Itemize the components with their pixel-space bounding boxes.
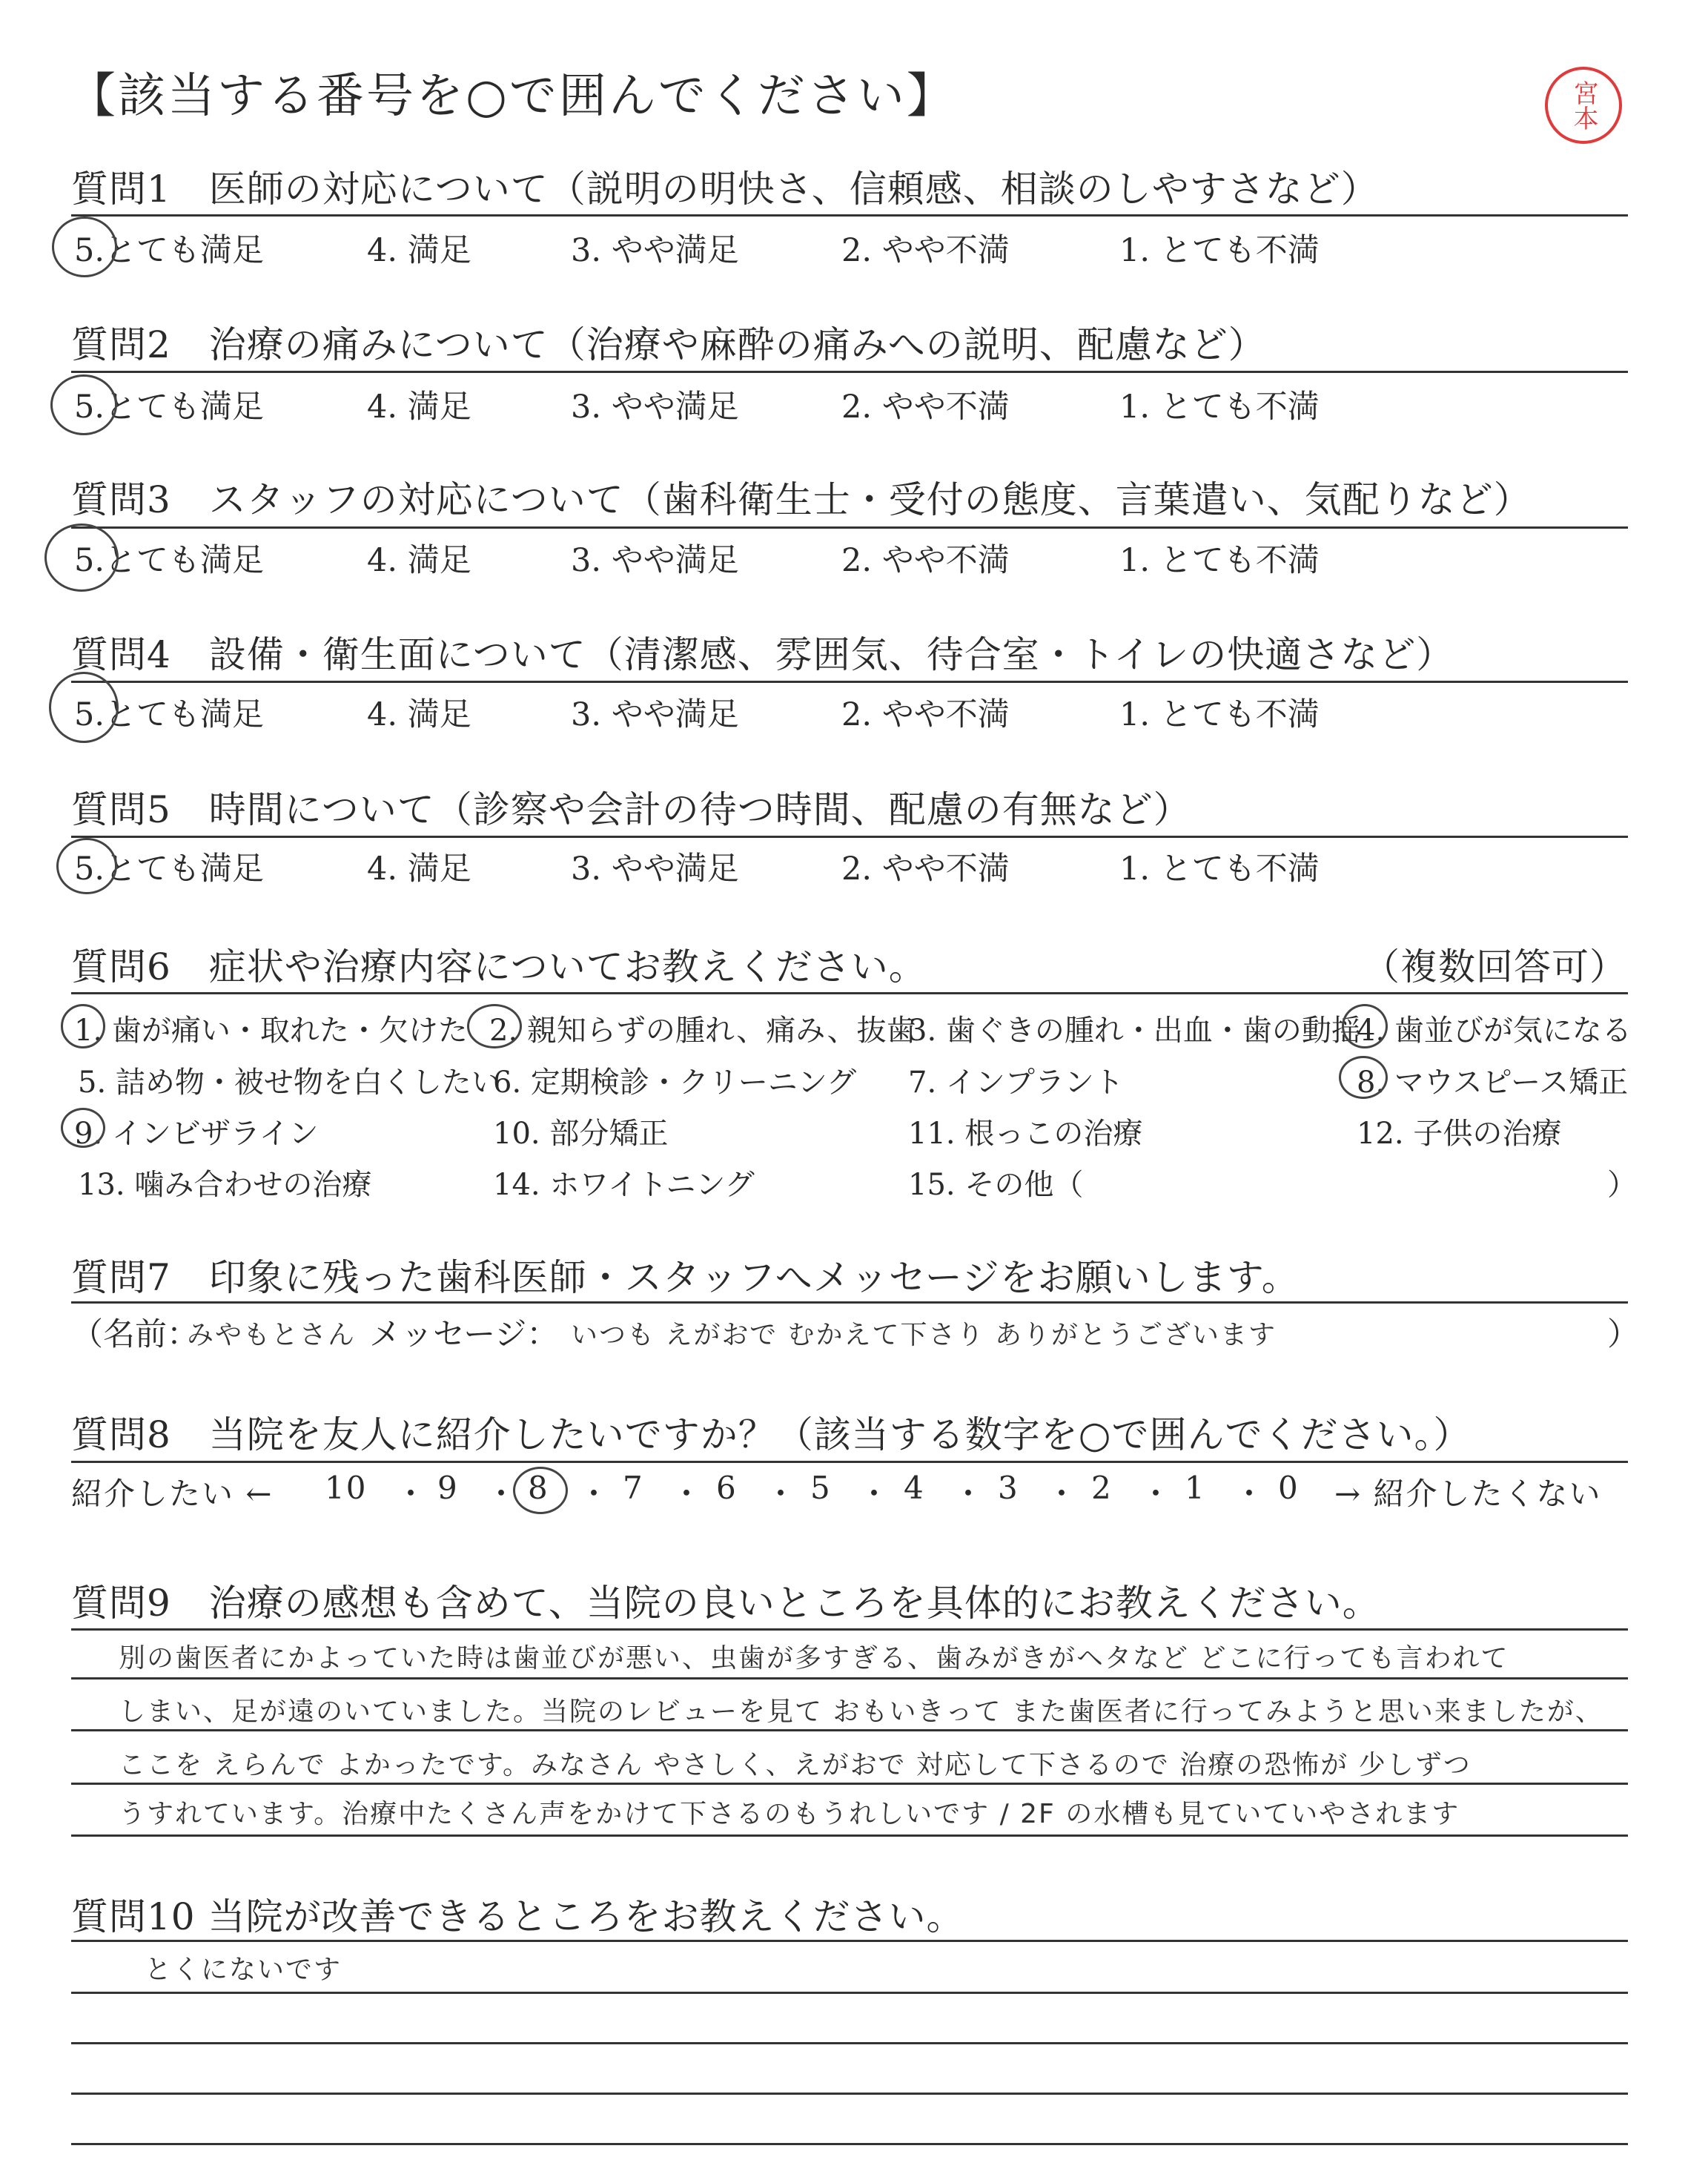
q6-circle-2 bbox=[467, 1004, 522, 1048]
q5-rule bbox=[71, 836, 1628, 838]
q7-rule bbox=[71, 1301, 1628, 1304]
q6-item-7[interactable]: 7. インプラント bbox=[908, 1066, 1124, 1100]
q9-answer-line-2[interactable]: しまい、足が遠のいていました。当院のレビューを見て おもいきって また歯医者に行ってみようと思い来ましたが、 bbox=[119, 1697, 1603, 1727]
q4-option-4[interactable]: 4. 満足 bbox=[367, 696, 471, 733]
q6-item-11[interactable]: 11. 根っこの治療 bbox=[908, 1117, 1143, 1151]
q7-name-label: （名前： bbox=[71, 1316, 199, 1353]
q8-title: 質問8 当院を友人に紹介したいですか？（該当する数字を○で囲んでください。） bbox=[71, 1413, 1472, 1456]
q2-title: 質問2 治療の痛みについて（治療や麻酔の痛みへの説明、配慮など） bbox=[71, 323, 1266, 366]
q8-scale-4[interactable]: 4 bbox=[904, 1470, 925, 1506]
q9-rule-3 bbox=[71, 1783, 1628, 1785]
q6-item-6[interactable]: 6. 定期検診・クリーニング bbox=[493, 1066, 857, 1100]
q5-option-1[interactable]: 1. とても不満 bbox=[1119, 851, 1320, 888]
q4-option-5[interactable]: 5.とても満足 bbox=[74, 696, 265, 733]
q10-rule-4 bbox=[71, 2143, 1628, 2145]
q7-name-value[interactable]: みやもとさん bbox=[187, 1320, 357, 1350]
q10-rule-1 bbox=[71, 1992, 1628, 1994]
q1-option-1[interactable]: 1. とても不満 bbox=[1119, 232, 1320, 269]
q8-rule bbox=[71, 1461, 1628, 1463]
q8-scale-9[interactable]: 9 bbox=[437, 1470, 459, 1506]
q4-answer-circle bbox=[49, 672, 119, 743]
q3-option-2[interactable]: 2. やや不満 bbox=[841, 542, 1010, 579]
q7-title: 質問7 印象に残った歯科医師・スタッフへメッセージをお願いします。 bbox=[71, 1256, 1300, 1299]
q8-scale-dot: ・ bbox=[671, 1476, 704, 1512]
q8-scale-dot: ・ bbox=[953, 1476, 986, 1512]
q6-item-8[interactable]: 8. マウスピース矯正 bbox=[1357, 1066, 1629, 1100]
q3-title: 質問3 スタッフの対応について（歯科衛生士・受付の態度、言葉遣い、気配りなど） bbox=[71, 478, 1532, 521]
q5-option-5[interactable]: 5.とても満足 bbox=[74, 851, 265, 888]
q10-title: 質問10 当院が改善できるところをお教えください。 bbox=[71, 1895, 964, 1938]
q5-title: 質問5 時間について（診察や会計の待つ時間、配慮の有無など） bbox=[71, 788, 1191, 831]
q8-scale-dot: ・ bbox=[1046, 1476, 1079, 1512]
q3-option-4[interactable]: 4. 満足 bbox=[367, 542, 471, 579]
q8-scale-0[interactable]: 0 bbox=[1278, 1470, 1300, 1506]
q8-scale-5[interactable]: 5 bbox=[810, 1470, 832, 1506]
q8-scale-dot: ・ bbox=[578, 1476, 612, 1512]
q6-item-4[interactable]: 4. 歯並びが気になる bbox=[1357, 1014, 1632, 1048]
q6-item-14[interactable]: 14. ホワイトニング bbox=[493, 1168, 755, 1202]
q10-rule-0 bbox=[71, 1940, 1628, 1942]
q3-rule bbox=[71, 526, 1628, 529]
q6-circle-9 bbox=[61, 1108, 105, 1148]
q8-scale-dot: ・ bbox=[395, 1476, 428, 1512]
q2-rule bbox=[71, 371, 1628, 373]
q9-rule-1 bbox=[71, 1677, 1628, 1680]
q9-rule-4 bbox=[71, 1834, 1628, 1837]
q8-scale-dot: ・ bbox=[1140, 1476, 1174, 1512]
q6-item-3[interactable]: 3. 歯ぐきの腫れ・出血・歯の動揺 bbox=[908, 1014, 1361, 1048]
q6-item-15[interactable]: 15. その他（ bbox=[908, 1168, 1084, 1202]
q8-scale-8[interactable]: 8 bbox=[528, 1470, 549, 1506]
q6-circle-4 bbox=[1342, 1004, 1388, 1048]
q3-option-3[interactable]: 3. やや満足 bbox=[571, 542, 739, 579]
q8-scale-6[interactable]: 6 bbox=[716, 1470, 738, 1506]
q8-scale-dot: ・ bbox=[1234, 1476, 1267, 1512]
q10-answer-line-1[interactable]: とくにないです bbox=[145, 1955, 342, 1985]
q8-right-label: → 紹介したくない bbox=[1334, 1476, 1602, 1512]
q6-circle-8 bbox=[1339, 1056, 1388, 1099]
q1-option-2[interactable]: 2. やや不満 bbox=[841, 232, 1010, 269]
q8-scale-dot: ・ bbox=[765, 1476, 798, 1512]
q5-answer-circle bbox=[56, 838, 117, 894]
q9-rule-0 bbox=[71, 1628, 1628, 1631]
q8-scale-3[interactable]: 3 bbox=[998, 1470, 1019, 1506]
q8-scale-1[interactable]: 1 bbox=[1185, 1470, 1206, 1506]
q1-option-5[interactable]: 5.とても満足 bbox=[74, 232, 265, 269]
q9-rule-2 bbox=[71, 1729, 1628, 1731]
q6-item-5[interactable]: 5. 詰め物・被せ物を白くしたい bbox=[78, 1066, 501, 1100]
q9-answer-line-3[interactable]: ここを えらんで よかったです。みなさん やさしく、えがおで 対応して下さるので 治療の恐怖が 少しずつ bbox=[119, 1750, 1472, 1780]
q2-option-5[interactable]: 5.とても満足 bbox=[74, 389, 265, 426]
seal-text: 宮本 bbox=[1569, 80, 1598, 131]
q6-item-1[interactable]: 1. 歯が痛い・取れた・欠けた bbox=[74, 1014, 468, 1048]
q10-rule-2 bbox=[71, 2042, 1628, 2044]
q6-item-13[interactable]: 13. 噛み合わせの治療 bbox=[78, 1168, 372, 1202]
q1-title: 質問1 医師の対応について（説明の明快さ、信頼感、相談のしやすさなど） bbox=[71, 168, 1379, 211]
q4-option-1[interactable]: 1. とても不満 bbox=[1119, 696, 1320, 733]
q8-scale-dot: ・ bbox=[486, 1476, 519, 1512]
q8-scale-7[interactable]: 7 bbox=[623, 1470, 644, 1506]
q5-option-2[interactable]: 2. やや不満 bbox=[841, 851, 1010, 888]
q8-answer-circle bbox=[513, 1467, 568, 1514]
q10-rule-3 bbox=[71, 2093, 1628, 2095]
q9-answer-line-1[interactable]: 別の歯医者にかよっていた時は歯並びが悪い、虫歯が多すぎる、歯みがきがヘタなど どこに行っても言われて bbox=[119, 1643, 1509, 1674]
q2-option-4[interactable]: 4. 満足 bbox=[367, 389, 471, 426]
q5-option-4[interactable]: 4. 満足 bbox=[367, 851, 471, 888]
seal-stamp bbox=[1545, 67, 1622, 144]
q2-option-1[interactable]: 1. とても不満 bbox=[1119, 389, 1320, 426]
q3-answer-circle bbox=[44, 524, 119, 592]
q1-option-4[interactable]: 4. 満足 bbox=[367, 232, 471, 269]
q1-rule bbox=[71, 214, 1628, 217]
q5-option-3[interactable]: 3. やや満足 bbox=[571, 851, 739, 888]
q3-option-5[interactable]: 5.とても満足 bbox=[74, 542, 265, 579]
q4-rule bbox=[71, 681, 1628, 683]
q1-option-3[interactable]: 3. やや満足 bbox=[571, 232, 739, 269]
q4-option-2[interactable]: 2. やや不満 bbox=[841, 696, 1010, 733]
q6-item-9[interactable]: 9. インビザライン bbox=[74, 1117, 319, 1151]
q6-item-10[interactable]: 10. 部分矯正 bbox=[493, 1117, 669, 1151]
q2-answer-circle bbox=[50, 374, 117, 435]
q3-option-1[interactable]: 1. とても不満 bbox=[1119, 542, 1320, 579]
q4-title: 質問4 設備・衛生面について（清潔感、雰囲気、待合室・トイレの快適さなど） bbox=[71, 633, 1454, 676]
q7-message-value[interactable]: いつも えがおで むかえて下さり ありがとうございます bbox=[571, 1320, 1277, 1350]
q6-item-12[interactable]: 12. 子供の治療 bbox=[1357, 1117, 1562, 1151]
q6-title: 質問6 症状や治療内容についてお教えください。 bbox=[71, 945, 927, 988]
q8-scale-dot: ・ bbox=[858, 1476, 892, 1512]
q2-option-2[interactable]: 2. やや不満 bbox=[841, 389, 1010, 426]
q2-option-3[interactable]: 3. やや満足 bbox=[571, 389, 739, 426]
q9-answer-line-4[interactable]: うすれています。治療中たくさん声をかけて下さるのもうれしいです / 2F の水槽も見ていていやされます bbox=[119, 1799, 1460, 1829]
q8-left-label: 紹介したい ← bbox=[71, 1476, 274, 1512]
q8-scale-2[interactable]: 2 bbox=[1091, 1470, 1113, 1506]
q6-circle-1 bbox=[61, 1004, 105, 1048]
q6-rule bbox=[71, 992, 1628, 994]
q9-title: 質問9 治療の感想も含めて、当院の良いところを具体的にお教えください。 bbox=[71, 1582, 1380, 1625]
form-header: 【該当する番号を○で囲んでください】 bbox=[68, 69, 956, 124]
q8-scale-10[interactable]: 10 bbox=[325, 1470, 368, 1506]
q1-answer-circle bbox=[52, 217, 117, 277]
q4-option-3[interactable]: 3. やや満足 bbox=[571, 696, 739, 733]
q6-note: （複数回答可） bbox=[1363, 945, 1627, 988]
q6-item-2[interactable]: 2. 親知らずの腫れ、痛み、抜歯 bbox=[489, 1014, 916, 1048]
q6-other-close: ） bbox=[1607, 1168, 1637, 1202]
q7-close: ） bbox=[1607, 1316, 1639, 1353]
q7-message-label: メッセージ： bbox=[369, 1316, 559, 1353]
